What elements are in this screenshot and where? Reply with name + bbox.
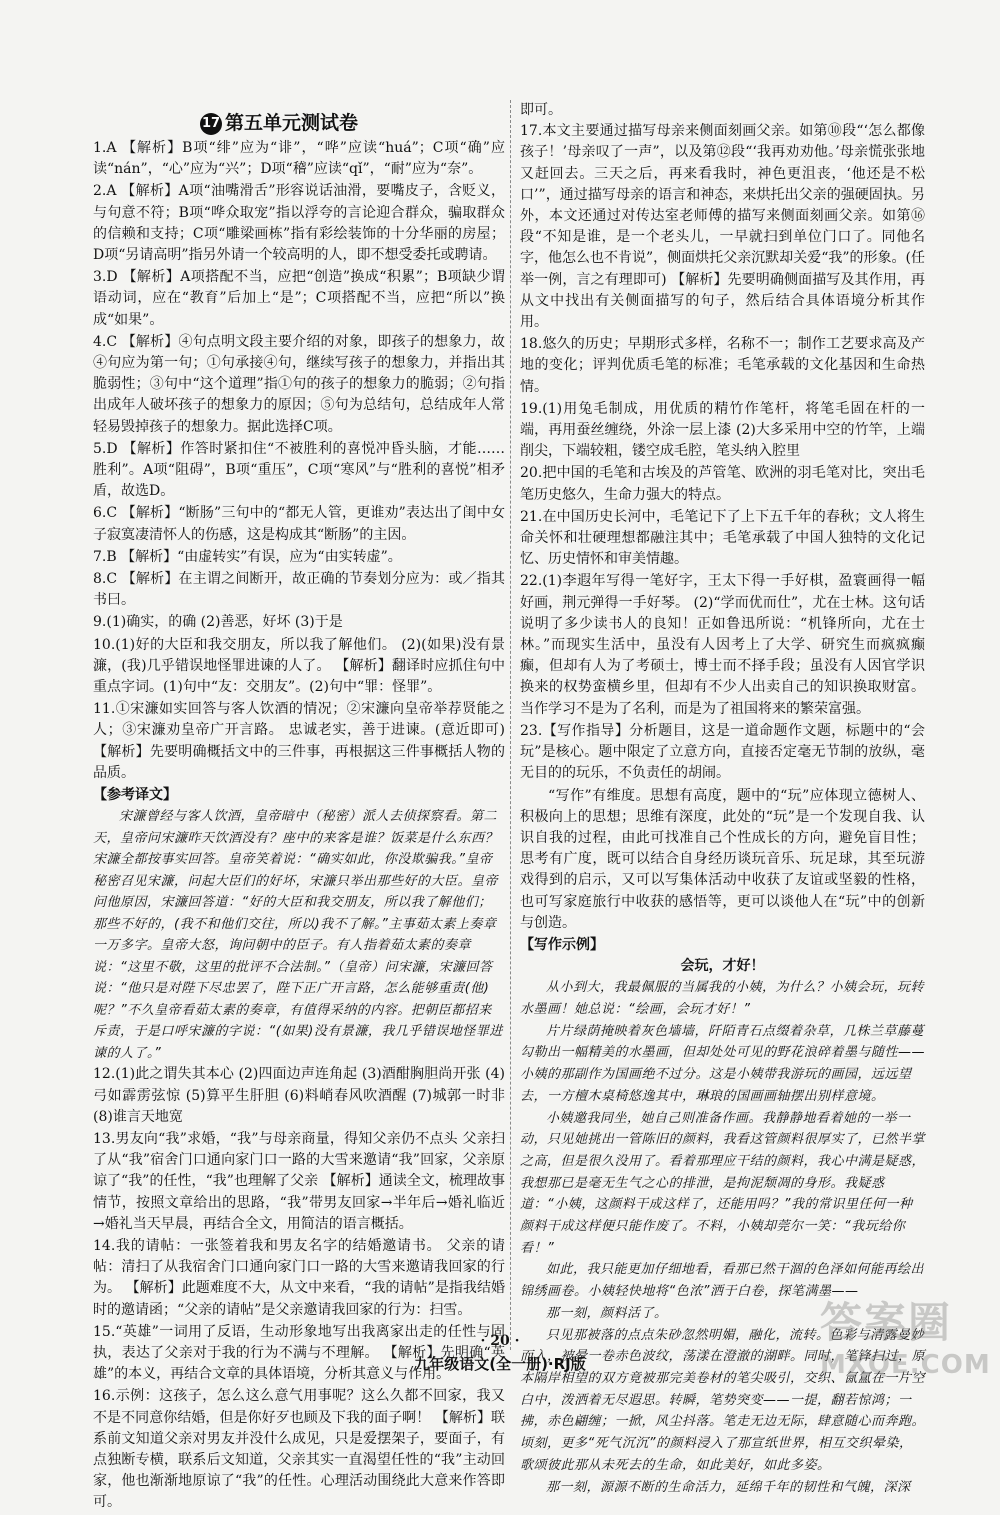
writing-guidance: “写作”有维度。思想有高度，题中的“玩”应体现立德树人、积极向上的思想；思维有深度，此处的“玩”是一个发现自我、认识自我的过程，由此可找准自己个性成长的方向，避免盲目性；思考有广度，既可以结合自身经历谈玩音乐、玩足球，其至玩游戏得到的启示，又可以写集体活动中收获了友谊或坚毅的性格，也可写家庭旅行中收获的感悟等，更可以谈他人在“玩”中的创新与创造。	[520, 787, 925, 931]
answer-item-1: 1.A 【解析】B项“绯”应为“诽”，“哗”应读“huá”；C项“确”应读“nán”，“心”应为“兴”；D项“稽”应读“qǐ”，“耐”应为“奈”。	[93, 140, 505, 178]
answer-item-20: 20.把中国的毛笔和古埃及的芦管笔、欧洲的羽毛笔对比，突出毛笔历史悠久，生命力强大的特点。	[520, 465, 925, 503]
answer-item-6: 6.C 【解析】“断肠”三句中的“都无人管，更谁劝”表达出了闺中女子寂寞凄清怀人的伤感，这是构成其“断肠”的主因。	[93, 505, 505, 543]
example-essay-title: 会玩，才好！	[680, 958, 765, 975]
answer-item-21: 21.在中国历史长河中，毛笔记下了上下五千年的春秋；文人将生命关怀和壮硬理想都融注其中；毛笔承载了中国人独特的文化记忆、历史情怀和审美情趣。	[520, 508, 925, 568]
answer-item-7: 7.B 【解析】“由虚转实”有误，应为“由实转虚”。	[93, 548, 402, 565]
essay-paragraph: 那一刻，源源不断的生命活力，延绵千年的韧性和气魄，深深	[546, 1479, 911, 1495]
essay-paragraph: 只见那被落的点点朱砂忽然明媚，融化，流转。色彩与清露曼妙而入，被晕一卷赤色波纹，荡漾在澄澈的湖畔。同时，笔锋扫过，原本隔岸相望的双方竟被那完美卷材的笔尖吸引，交织、氤氲在一片空白中，泼洒着无尽遐思。转瞬，笔势突变——一提，翻若惊鸿；一拂，赤色翩缠；一掀，风尘抖落。笔走无边无际，肆意随心而奔跑。顷刻，更多“死气沉沉”的颜料浸入了那宣纸世界，相互交织晕染，歌颂彼此那从未死去的生命，如此美好，如此多姿。	[520, 1327, 926, 1473]
book-title: 九年级语文(全一册)·RJ版	[414, 1355, 586, 1373]
answer-item-9: 9.(1)确实，的确 (2)善恶，好坏 (3)于是	[93, 614, 343, 631]
watermark-en: MXQE.COM	[820, 1350, 991, 1380]
answer-item-19: 19.(1)用兔毛制成，用优质的精竹作笔杆，将笔毛固在杆的一端，再用蚕丝缠绕，外涂一层上漆 (2)大多采用中空的竹竿，上端削尖，下端较粗，镂空成毛腔，笔头纳入腔里	[520, 400, 925, 460]
answer-item-4: 4.C 【解析】④句点明文段主要介绍的对象，即孩子的想象力，故④句应为第一句；①句承接④句，继续写孩子的想象力，并指出其脆弱性；③句中“这个道理”指①句的孩子的想象力的脆弱；②句指出成年人破坏孩子的想象力的原因；⑤句为总结句，总结成年人常轻易毁掉孩子的想象力。据此选择C项。	[93, 333, 505, 435]
answer-item-17: 17.本文主要通过描写母亲来侧面刻画父亲。如第⑩段“‘怎么都像孩子！’母亲叹了一声”，以及第⑫段“‘我再劝劝他。’母亲慌张张地又赶回去。三天之后，再来看我时，神色更沮丧，‘他还是不松口’”，通过描写母亲的语言和神态，来烘托出父亲的强硬固执。另外，本文还通过对传达室老师傅的描写来侧面刻画父亲。如第⑯段“不知是谁，是一个老头儿，一早就扫到单位门口了。同他名字，他怎么也不肯说”，侧面烘托父亲沉默却关爱“我”的形象。(任举一例，言之有理即可) 【解析】先要明确侧面描写及其作用，再从文中找出有关侧面描写的句子，然后结合具体语境分析其作用。	[520, 123, 925, 331]
column-divider	[510, 100, 511, 1350]
answer-item-16: 16.示例：这孩子，怎么这么意气用事呢？这么久都不回家，我又不是不同意你结婚，但是你好歹也顾及下我的面子啊！ 【解析】联系前文知道父亲对男友并没什么成见，只是爱摆架子，要面子，有点独断专横，联系后文知道，父亲其实一直渴望任性的“我”主动回家，他也渐渐地原谅了“我”的任性。心理活动围绕此大意来作答即可。	[93, 1388, 505, 1511]
essay-paragraph: 如此，我只能更加仔细地看，看那已然干涸的色泽如何能再绘出锦绣画卷。小姨轻快地将“色浓”洒于白卷，探笔满墨——	[520, 1262, 925, 1300]
answer-item-18: 18.悠久的历史；早期形式多样，名称不一；制作工艺要求高及产地的变化；评判优质毛笔的标准；毛笔承载的文化基因和生命热情。	[520, 336, 925, 395]
essay-paragraph: 片片绿荫掩映着灰色墙墙，阡陌青石点缀着杂草，几株兰草藤蔓勾勒出一幅精美的水墨画，但却处处可见的野花浪碎着墨与随性——小姨的那副作为国画绝不过分。这是小姨带我游玩的画园，远远望去，一方檀木桌椅悠逸其中，琳琅的国画画轴摆出别样意境。	[520, 1023, 926, 1104]
answer-item-3: 3.D 【解析】A项搭配不当，应把“创造”换成“积累”；B项缺少谓语动词，应在“教育”后加上“是”；C项搭配不当，应把“所以”换成“如果”。	[93, 269, 505, 328]
essay-paragraph: 小姨邀我同坐，她自己则准备作画。我静静地看着她的一举一动，只见她挑出一管陈旧的颜料，我看这管颜料很厚实了，已然半掌之高，但是很久没用了。看着那理应干结的颜料，我心中满是疑惑，我想那已是毫无生气之心的排泄，是拘泥颓凋的身形。我疑惑道：“小姨，这颜料干成这样了，还能用吗？”我的常识里任何一种颜料干成这样便只能作废了。不料，小姨却莞尔一笑：“我玩给你看！”	[520, 1110, 926, 1256]
essay-paragraph: 那一刻，颜料活了。	[546, 1305, 668, 1321]
answer-item-22: 22.(1)李遐年写得一笔好字，王太下得一手好棋，盈寰画得一幅好画，荆元弹得一手好琴。 (2)“学而优而仕”，尤在士林。这句话说明了多少读书人的良知！正如鲁迅所说：“机锋所向，尤在士林。”而现实生活中，虽没有人因考上了大学、研究生而疯疯癫癫，但却有人为了考硕士，博士而不择手段；虽没有人因官学识换来的权势蛮横乡里，但却有不少人出卖自己的知识换取财富。当作学习不是为了名利，而是为了祖国将来的繁荣富强。	[520, 573, 925, 717]
watermark-cn: 答案圈	[820, 1298, 953, 1347]
answer-item-12: 12.(1)此之谓失其本心 (2)四面边声连角起 (3)酒酣胸胆尚开张 (4)弓如霹雳弦惊 (5)算平生肝胆 (6)料峭春风吹酒醒 (7)城郭一时非 (8)谁言天地宽	[93, 1066, 505, 1125]
translation-label: 【参考译文】	[93, 787, 177, 804]
answer-item-11: 11.①宋濂如实回答与客人饮酒的情况；②宋濂向皇帝举荐贤能之人；③宋濂劝皇帝广开言路。 忠诚老实，善于进谏。(意近即可) 【解析】先要明确概括文中的三件事，再根据这三件事概括人物的品质。	[93, 701, 505, 781]
answer-item-8: 8.C 【解析】在主谓之间断开，故正确的节奏划分应为：或／指其书曰。	[93, 571, 505, 609]
example-label: 【写作示例】	[520, 936, 604, 953]
answer-item-23: 23.【写作指导】分析题目，这是一道命题作文题，标题中的“会玩”是核心。题中限定了立意方向，直接否定毫无节制的放纵，毫无目的的玩乐，不负责任的胡闹。	[520, 722, 925, 782]
essay-paragraph: 从小到大，我最佩服的当属我的小姨，为什么？小姨会玩，玩转水墨画！她总说：“绘画，会玩才好！”	[520, 980, 925, 1018]
page-number: · 20 ·	[480, 1333, 520, 1349]
answer-item-15: 15.“英雄”一词用了反语，生动形象地写出我离家出走的任性与固执，表达了父亲对于我的行为不满与不理解。 【解析】先明确“英雄”的本义，再结合文章的具体语境，分析其意义与作用。	[93, 1323, 505, 1383]
unit-title	[200, 108, 358, 135]
answer-item-2: 2.A 【解析】A项“油嘴滑舌”形容说话油滑，要嘴皮子，含贬义，与句意不符；B项“哗众取宠”指以浮夸的言论迎合群众，骗取群众的信赖和支持；C项“雕梁画栋”指有彩绘装饰的十分华丽的房屋；D项“另请高明”指另外请一个较高明的人，即不想受委托或聘请。	[93, 183, 505, 264]
answer-item-13: 13.男友向“我”求婚，“我”与母亲商量，得知父亲仍不点头 父亲扫了从“我”宿舍门口通向家门口一路的大雪来邀请“我”回家，父亲原谅了“我”的任性，“我”也理解了父亲 【解析】通读全文，梳理故事情节，按照文章给出的思路，“我”带男友回家→半年后→婚礼临近→婚礼当天早晨，再结合全文，用简洁的语言概括。	[93, 1130, 505, 1232]
answer-item-5: 5.D 【解析】作答时紧扣住“不被胜利的喜悦冲昏头脑，才能……胜利”。A项“阻碍”，B项“重压”，C项“寒风”与“胜利的喜悦”相矛盾，故选D。	[93, 440, 505, 500]
answer-item-10: 10.(1)好的大臣和我交朋友，所以我了解他们。 (2)(如果)没有景濂，(我)几乎错误地怪罪进谏的人了。 【解析】翻译时应抓住句中重点字词。(1)句中“友：交朋友”。(2)句中“罪：怪罪”。	[93, 636, 505, 696]
unit-number-badge: 17	[200, 113, 222, 135]
left-column	[93, 138, 505, 1515]
translation-text: 宋濂曾经与客人饮酒，皇帝暗中（秘密）派人去侦探察看。第二天，皇帝问宋濂昨天饮酒没有？座中的来客是谁？饭菜是什么东西？宋濂全都按事实回答。皇帝笑着说：“确实如此，你没欺骗我。”皇帝秘密召见宋濂，问起大臣们的好坏，宋濂只举出那些好的大臣。皇帝问他原因，宋濂回答道：“好的大臣和我交朋友，所以我了解他们；那些不好的，(我不和他们交往，所以)我不了解。”主事茹太素上奏章一万多字。皇帝大怒，询问朝中的臣子。有人指着茹太素的奏章说：“这里不敬，这里的批评不合法制。”（皇帝）问宋濂，宋濂回答说：“他只是对陛下尽忠罢了，陛下正广开言路，怎么能够重责(他)呢？”不久皇帝看茹太素的奏章，有值得采纳的内容。把朝臣都招来斥责，于是口呼宋濂的字说：“(如果)没有景濂，我几乎错误地怪罪进谏的人了。”	[93, 809, 503, 1061]
continuation-text: 即可。	[520, 102, 562, 118]
answer-item-14: 14.我的请帖：一张签着我和男友名字的结婚邀请书。 父亲的请帖：清扫了从我宿舍门口通向家门口一路的大雪来邀请我回家的行为。 【解析】此题难度不大，从文中来看，“我的请帖”是指我结婚时的邀请函；“父亲的请帖”是父亲邀请我回家的行为：扫雪。	[93, 1237, 505, 1318]
right-column	[520, 100, 925, 1498]
watermark-logo	[820, 1290, 995, 1382]
unit-title-text: 第五单元测试卷	[225, 112, 359, 134]
